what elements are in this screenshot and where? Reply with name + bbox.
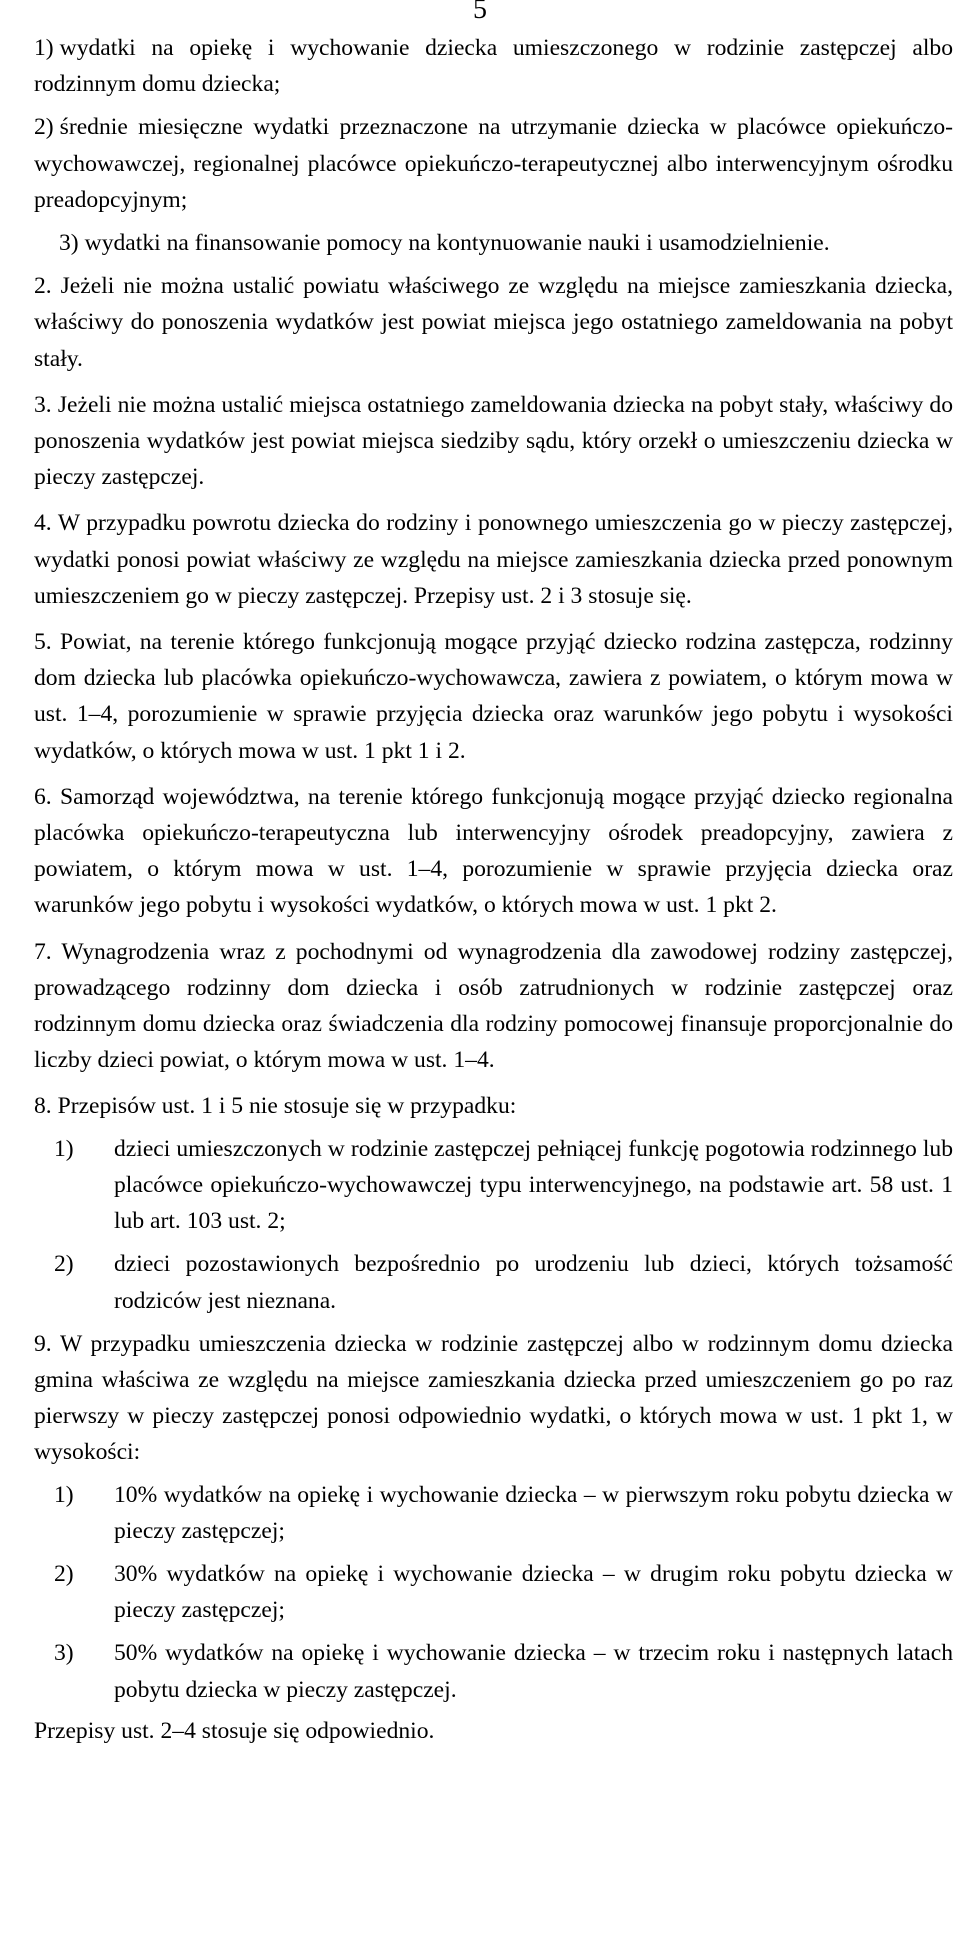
p9-item-1-text: 10% wydatków na opiekę i wychowanie dziecka – w pierwszym roku pobytu dziecka w pieczy zastępczej; (114, 1481, 953, 1544)
p8-item-2 (54, 1246, 953, 1318)
intro-item-1 (34, 30, 953, 102)
p9-item-2-text: 30% wydatków na opiekę i wychowanie dziecka – w drugim roku pobytu dziecka w pieczy zastępczej; (114, 1560, 953, 1624)
intro-item-3 (34, 225, 953, 261)
intro-item-2-number: 2) (34, 114, 54, 141)
paragraph-4-number: 4. (34, 510, 52, 537)
paragraph-9-list (34, 1477, 953, 1708)
intro-item-3-text: wydatki na finansowanie pomocy na kontynuowanie nauki i usamodzielnienie. (84, 230, 830, 257)
p8-item-2-number: 2) (54, 1251, 74, 1278)
p9-item-2 (54, 1556, 953, 1628)
intro-item-1-text: wydatki na opiekę i wychowanie dziecka umieszczonego w rodzinie zastępczej albo rodzinnym domu dziecka; (34, 35, 953, 98)
intro-item-1-number: 1) (34, 35, 54, 61)
p8-item-2-text: dzieci pozostawionych bezpośrednio po urodzeniu lub dzieci, których tożsamość rodziców jest nieznana. (114, 1251, 953, 1314)
paragraph-5-text: Powiat, na terenie którego funkcjonują mogące przyjąć dziecko rodzina zastępcza, rodzinny dom dziecka lub placówka opiekuńczo-wychowawcza, zawiera z powiatem, o którym mowa w ust. 1–4, porozumienie w sprawie przyjęcia dziecka oraz warunków jego pobytu i wysokości wydatków, o których mowa w ust. 1 pkt 1 i 2. (34, 629, 953, 764)
paragraph-9 (34, 1326, 953, 1471)
p9-item-1 (54, 1477, 953, 1549)
paragraph-8 (34, 1088, 953, 1124)
closing-sentence: Przepisy ust. 2–4 stosuje się odpowiednio. (34, 1717, 435, 1744)
intro-item-2 (34, 109, 953, 218)
paragraph-5-number: 5. (34, 629, 52, 656)
paragraph-3-text: Jeżeli nie można ustalić miejsca ostatniego zameldowania dziecka na pobyt stały, właściwy do ponoszenia wydatków jest powiat miejsca siedziby sądu, który orzekł o umieszczeniu dziecka w pieczy zastępczej. (34, 391, 953, 491)
p8-item-1-number: 1) (54, 1135, 74, 1162)
paragraph-9-number: 9. (34, 1330, 52, 1357)
paragraph-4-text: W przypadku powrotu dziecka do rodziny i ponownego umieszczenia go w pieczy zastępczej, wydatki ponosi powiat właściwy ze względu na miejsce zamieszkania dziecka przed ponownym umieszczeniem go w pieczy zastępczej. Przepisy ust. 2 i 3 stosuje się. (34, 510, 953, 609)
paragraph-4 (34, 505, 953, 614)
paragraph-2-text: Jeżeli nie można ustalić powiatu właściwego ze względu na miejsce zamieszkania dziecka, właściwy do ponoszenia wydatków jest powiat miejsca jego ostatniego zameldowania na pobyt stały. (34, 273, 953, 372)
paragraph-6-number: 6. (34, 783, 52, 810)
p8-item-1 (54, 1131, 953, 1240)
paragraph-6-text: Samorząd województwa, na terenie którego funkcjonują mogące przyjąć dziecko regionalna placówka opiekuńczo-terapeutyczna lub interwencyjny ośrodek preadopcyjny, zawiera z powiatem, o którym mowa w ust. 1–4, porozumienie w sprawie przyjęcia dziecka oraz warunków jego pobytu i wysokości wydatków, o których mowa w ust. 1 pkt 2. (34, 783, 953, 919)
p9-item-1-number: 1) (54, 1481, 74, 1508)
paragraph-3-number: 3. (34, 391, 52, 418)
paragraph-8-list (34, 1131, 953, 1319)
page-number: 5 (473, 0, 487, 25)
p9-item-3 (54, 1635, 953, 1707)
paragraph-7 (34, 934, 953, 1079)
paragraph-8-number: 8. (34, 1093, 52, 1120)
paragraph-9-text: W przypadku umieszczenia dziecka w rodzinie zastępczej albo w rodzinnym domu dziecka gmina właściwa ze względu na miejsce zamieszkania dziecka przed umieszczeniem go po raz pierwszy w pieczy zastępczej ponosi odpowiednio wydatki, o których mowa w ust. 1 pkt 1, w wysokości: (34, 1330, 953, 1466)
paragraph-7-text: Wynagrodzenia wraz z pochodnymi od wynagrodzenia dla zawodowej rodziny zastępczej, prowadzącego rodzinny dom dziecka i osób zatrudnionych w rodzinie zastępczej oraz rodzinnym domu dziecka oraz świadczenia dla rodziny pomocowej finansuje proporcjonalnie do liczby dzieci powiat, o którym mowa w ust. 1–4. (34, 938, 953, 1074)
document-body (34, 30, 953, 1759)
paragraph-2-number: 2. (34, 273, 52, 300)
paragraph-5 (34, 624, 953, 769)
intro-item-3-number: 3) (59, 230, 79, 257)
p8-item-1-text: dzieci umieszczonych w rodzinie zastępczej pełniącej funkcję pogotowia rodzinnego lub placówce opiekuńczo-wychowawczej typu interwencyjnego, na podstawie art. 58 ust. 1 lub art. 103 ust. 2; (114, 1135, 953, 1235)
intro-item-2-text: średnie miesięczne wydatki przeznaczone na utrzymanie dziecka w placówce opiekuńczo-wychowawczej, regionalnej placówce opiekuńczo-terapeutycznej albo interwencyjnym ośrodku preadopcyjnym; (34, 114, 953, 213)
paragraph-8-text: Przepisów ust. 1 i 5 nie stosuje się w przypadku: (57, 1093, 517, 1120)
paragraph-2 (34, 268, 953, 377)
paragraph-3 (34, 387, 953, 496)
paragraph-7-number: 7. (34, 938, 52, 965)
p9-item-2-number: 2) (54, 1560, 74, 1587)
paragraph-6 (34, 779, 953, 924)
p9-item-3-text: 50% wydatków na opiekę i wychowanie dziecka – w trzecim roku i następnych latach pobytu dziecka w pieczy zastępczej. (114, 1640, 953, 1703)
p9-item-3-number: 3) (54, 1640, 74, 1667)
intro-list (34, 30, 953, 261)
